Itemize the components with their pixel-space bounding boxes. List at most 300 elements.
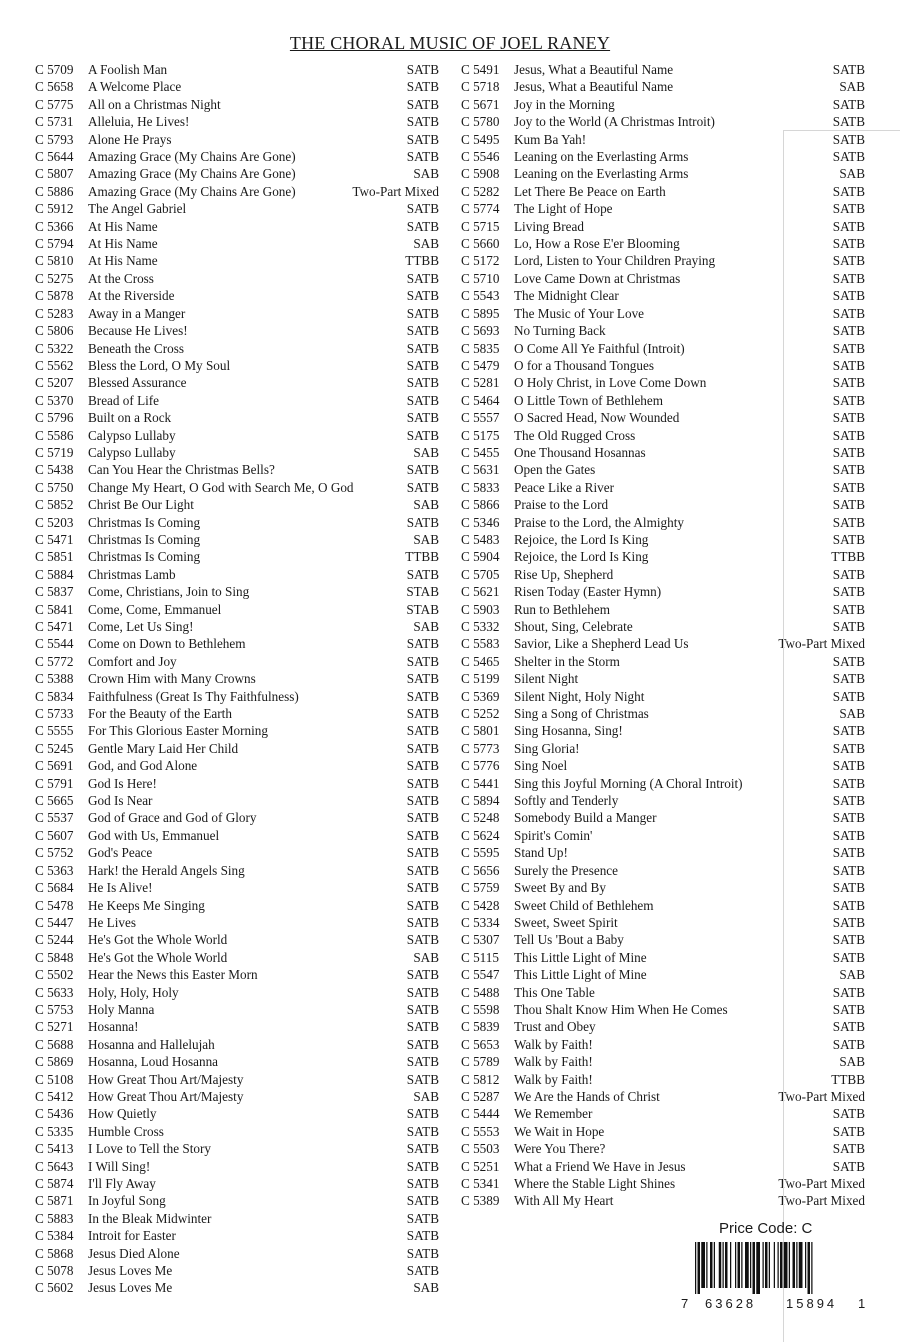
barcode-bar [778, 1242, 779, 1288]
song-title: No Turning Back [514, 323, 606, 339]
catalog-entry [35, 635, 439, 652]
voicing: SATB [406, 1263, 439, 1279]
catalog-number: C 5633 [35, 984, 74, 1000]
song-title: Let There Be Peace on Earth [514, 183, 666, 199]
song-title: The Old Rugged Cross [514, 427, 636, 443]
barcode-digit-right: 1 [858, 1296, 866, 1311]
song-title: How Quietly [88, 1106, 157, 1122]
catalog-number: C 5602 [35, 1280, 74, 1296]
song-title: At the Riverside [88, 288, 175, 304]
voicing: SATB [832, 862, 865, 878]
catalog-number: C 5750 [35, 479, 74, 495]
catalog-entry [35, 931, 439, 948]
catalog-number: C 5903 [461, 601, 500, 617]
voicing: SATB [406, 862, 439, 878]
voicing: SAB [413, 949, 439, 965]
voicing: SATB [832, 1141, 865, 1157]
voicing: SATB [832, 479, 865, 495]
song-title: Rejoice, the Lord Is King [514, 549, 649, 565]
song-title: Softly and Tenderly [514, 793, 619, 809]
song-title: O for a Thousand Tongues [514, 357, 654, 373]
voicing: SATB [406, 984, 439, 1000]
catalog-number: C 5332 [461, 619, 500, 634]
voicing: SAB [413, 1088, 439, 1104]
voicing: SATB [832, 914, 865, 930]
song-title: Gentle Mary Laid Her Child [88, 740, 239, 756]
voicing: SATB [832, 149, 865, 165]
catalog-number: C 5631 [461, 462, 500, 478]
voicing: SATB [406, 340, 439, 356]
voicing: SATB [832, 897, 865, 913]
catalog-number: C 5658 [35, 79, 74, 95]
barcode-bar [784, 1242, 788, 1288]
catalog-entry [461, 287, 865, 304]
catalog-number: C 5794 [35, 236, 74, 252]
voicing: SATB [406, 96, 439, 112]
song-title: Sweet Child of Bethlehem [514, 897, 654, 913]
catalog-number: C 5108 [35, 1071, 74, 1087]
song-title: Come, Come, Emmanuel [88, 601, 222, 617]
catalog-entry [461, 1071, 865, 1088]
catalog-number: C 5912 [35, 201, 74, 217]
barcode-group-2: 15894 [786, 1296, 838, 1311]
voicing: Two-Part Mixed [352, 183, 439, 199]
song-title: Somebody Build a Manger [514, 810, 657, 826]
catalog-number: C 5547 [461, 967, 500, 983]
catalog-number: C 5502 [35, 967, 74, 983]
voicing: SATB [832, 671, 865, 687]
catalog-number: C 5428 [461, 897, 500, 913]
song-title: For the Beauty of the Earth [88, 706, 232, 722]
catalog-entry [461, 1158, 865, 1175]
catalog-number: C 5866 [461, 497, 500, 513]
barcode-bar [714, 1242, 715, 1288]
catalog-number: C 5715 [461, 218, 500, 234]
catalog-number: C 5557 [461, 410, 500, 426]
catalog-entry [35, 618, 439, 635]
catalog-entry [35, 305, 439, 322]
catalog-number: C 5791 [35, 775, 74, 791]
catalog-number: C 5759 [461, 880, 500, 896]
catalog-number: C 5852 [35, 497, 74, 513]
voicing: SATB [832, 323, 865, 339]
barcode-bar [793, 1242, 796, 1288]
voicing: SATB [832, 688, 865, 704]
voicing: SATB [406, 1123, 439, 1139]
voicing: SAB [413, 619, 439, 634]
catalog-entry [461, 1123, 865, 1140]
catalog-number: C 5248 [461, 810, 500, 826]
catalog-number: C 5441 [461, 775, 500, 791]
catalog-entry [461, 740, 865, 757]
song-title: Love Came Down at Christmas [514, 270, 681, 286]
song-title: How Great Thou Art/Majesty [88, 1071, 244, 1087]
catalog-number: C 5275 [35, 270, 74, 286]
barcode-bar [756, 1242, 760, 1294]
catalog-entry [461, 252, 865, 269]
voicing: SATB [832, 375, 865, 391]
barcode-bar [811, 1242, 812, 1294]
voicing: SATB [832, 740, 865, 756]
catalog-number: C 5801 [461, 723, 500, 739]
catalog-number: C 5203 [35, 514, 74, 530]
song-title: God, and God Alone [88, 758, 198, 774]
catalog-number: C 5115 [461, 949, 499, 965]
catalog-number: C 5839 [461, 1019, 500, 1035]
barcode-bar [805, 1242, 806, 1288]
barcode-bar [765, 1242, 768, 1288]
catalog-entry [461, 879, 865, 896]
voicing: SATB [832, 183, 865, 199]
catalog-number: C 5078 [35, 1263, 74, 1279]
catalog-number: C 5322 [35, 340, 74, 356]
catalog-entry [461, 270, 865, 287]
barcode-bar [799, 1242, 803, 1288]
barcode-bar [725, 1242, 728, 1288]
catalog-number: C 5868 [35, 1245, 74, 1261]
catalog-entry [35, 566, 439, 583]
song-title: Alone He Prays [88, 131, 172, 147]
song-title: Holy Manna [88, 1001, 155, 1017]
catalog-entry [35, 61, 439, 78]
catalog-number: C 5841 [35, 601, 74, 617]
song-title: A Foolish Man [88, 62, 168, 77]
barcode-bar [753, 1242, 756, 1294]
song-title: Shelter in the Storm [514, 653, 620, 669]
catalog-number: C 5363 [35, 862, 74, 878]
catalog-entry [35, 722, 439, 739]
catalog-entry [461, 601, 865, 618]
catalog-entry [35, 131, 439, 148]
catalog-number: C 5835 [461, 340, 500, 356]
catalog-number: C 5447 [35, 914, 74, 930]
song-title: He Lives [88, 914, 136, 930]
catalog-entry [461, 635, 865, 652]
voicing: SATB [406, 845, 439, 861]
catalog-number: C 5252 [461, 706, 500, 722]
catalog-number: C 5546 [461, 149, 500, 165]
song-title: The Angel Gabriel [88, 201, 187, 217]
catalog-number: C 5366 [35, 218, 74, 234]
catalog-number: C 5660 [461, 236, 500, 252]
catalog-number: C 5465 [461, 653, 500, 669]
catalog-entry [35, 1175, 439, 1192]
song-title: With All My Heart [514, 1193, 614, 1209]
song-title: Come, Let Us Sing! [88, 619, 194, 634]
catalog-number: C 5807 [35, 166, 74, 182]
song-title: Built on a Rock [88, 410, 172, 426]
song-title: Jesus Loves Me [88, 1280, 173, 1296]
voicing: SATB [406, 149, 439, 165]
catalog-entry [35, 357, 439, 374]
catalog-entry [35, 792, 439, 809]
voicing: SATB [832, 497, 865, 513]
catalog-number: C 5644 [35, 149, 74, 165]
barcode-bar [769, 1242, 770, 1288]
catalog-entry [35, 966, 439, 983]
voicing: SATB [406, 671, 439, 687]
catalog-number: C 5438 [35, 462, 74, 478]
catalog-entry [461, 374, 865, 391]
voicing: SATB [832, 96, 865, 112]
barcode-bar [774, 1242, 775, 1288]
catalog-entry [35, 827, 439, 844]
catalog-entry [461, 984, 865, 1001]
song-title: Sweet By and By [514, 880, 606, 896]
song-title: Come, Christians, Join to Sing [88, 584, 250, 600]
catalog-number: C 5753 [35, 1001, 74, 1017]
catalog-entry [35, 287, 439, 304]
song-title: Jesus Died Alone [88, 1245, 180, 1261]
catalog-number: C 5307 [461, 932, 500, 948]
voicing: SATB [832, 845, 865, 861]
catalog-number: C 5537 [35, 810, 74, 826]
voicing: SATB [832, 270, 865, 286]
voicing: SATB [406, 706, 439, 722]
song-title: Sing Noel [514, 758, 568, 774]
song-title: For This Glorious Easter Morning [88, 723, 268, 739]
voicing: SAB [413, 497, 439, 513]
voicing: SATB [406, 131, 439, 147]
song-title: Silent Night [514, 671, 579, 687]
catalog-entry [461, 235, 865, 252]
voicing: SATB [406, 810, 439, 826]
song-title: Shout, Sing, Celebrate [514, 619, 633, 634]
catalog-entry [35, 252, 439, 269]
catalog-number: C 5281 [461, 375, 500, 391]
voicing: SATB [406, 793, 439, 809]
catalog-number: C 5780 [461, 114, 500, 130]
voicing: SATB [406, 1071, 439, 1087]
catalog-number: C 5282 [461, 183, 500, 199]
catalog-entry [461, 322, 865, 339]
catalog-number: C 5436 [35, 1106, 74, 1122]
catalog-number: C 5455 [461, 444, 500, 460]
barcode-bar [735, 1242, 736, 1288]
voicing: SATB [832, 288, 865, 304]
voicing: TTBB [831, 549, 865, 565]
barcode-image [693, 1242, 863, 1294]
song-title: He Keeps Me Singing [88, 897, 205, 913]
song-title: At the Cross [88, 270, 154, 286]
song-title: I Love to Tell the Story [88, 1141, 211, 1157]
catalog-column-right [461, 61, 865, 1210]
voicing: SATB [406, 270, 439, 286]
song-title: At His Name [88, 218, 158, 234]
catalog-column-left [35, 61, 439, 1297]
voicing: SAB [839, 166, 865, 182]
barcode-bar [750, 1242, 751, 1288]
catalog-entry [35, 1245, 439, 1262]
catalog-entry [461, 1140, 865, 1157]
voicing: SATB [406, 323, 439, 339]
voicing: SATB [406, 392, 439, 408]
song-title: Humble Cross [88, 1123, 164, 1139]
song-title: Lord, Listen to Your Children Praying [514, 253, 716, 269]
voicing: SATB [832, 827, 865, 843]
voicing: SATB [832, 410, 865, 426]
song-title: Hosanna! [88, 1019, 139, 1035]
voicing: SATB [406, 688, 439, 704]
voicing: SATB [406, 653, 439, 669]
voicing: SATB [406, 62, 439, 77]
catalog-entry [35, 688, 439, 705]
cut-line-vertical [783, 130, 784, 1342]
catalog-entry [461, 705, 865, 722]
catalog-entry [461, 809, 865, 826]
song-title: Spirit's Comin' [514, 827, 593, 843]
catalog-number: C 5245 [35, 740, 74, 756]
voicing: SAB [839, 967, 865, 983]
catalog-entry [35, 897, 439, 914]
catalog-entry [35, 1071, 439, 1088]
song-title: Where the Stable Light Shines [514, 1176, 676, 1191]
catalog-number: C 5796 [35, 410, 74, 426]
barcode-bar [730, 1242, 731, 1288]
voicing: SATB [832, 114, 865, 130]
catalog-entry [35, 1227, 439, 1244]
song-title: How Great Thou Art/Majesty [88, 1088, 244, 1104]
barcode-bar [698, 1242, 701, 1294]
song-title: Sweet, Sweet Spirit [514, 914, 618, 930]
song-title: Calypso Lullaby [88, 427, 176, 443]
voicing: SATB [406, 79, 439, 95]
voicing: SATB [832, 236, 865, 252]
song-title: Surely the Presence [514, 862, 618, 878]
voicing: SATB [406, 1158, 439, 1174]
voicing: Two-Part Mixed [778, 636, 865, 652]
song-title: Hosanna and Hallelujah [88, 1036, 215, 1052]
catalog-number: C 5595 [461, 845, 500, 861]
catalog-number: C 5894 [461, 793, 500, 809]
song-title: Praise to the Lord [514, 497, 609, 513]
voicing: SATB [832, 880, 865, 896]
voicing: SATB [832, 1158, 865, 1174]
song-title: Praise to the Lord, the Almighty [514, 514, 684, 530]
song-title: Peace Like a River [514, 479, 614, 495]
voicing: SATB [832, 793, 865, 809]
catalog-entry [461, 514, 865, 531]
catalog-number: C 5555 [35, 723, 74, 739]
catalog-entry [461, 949, 865, 966]
catalog-entry [35, 1158, 439, 1175]
catalog-number: C 5731 [35, 114, 74, 130]
catalog-entry [461, 688, 865, 705]
catalog-entry [461, 792, 865, 809]
song-title: Walk by Faith! [514, 1036, 593, 1052]
catalog-entry [461, 200, 865, 217]
catalog-number: C 5607 [35, 827, 74, 843]
song-title: The Music of Your Love [514, 305, 645, 321]
song-title: Change My Heart, O God with Search Me, O God [88, 479, 354, 495]
catalog-entry [35, 670, 439, 687]
catalog-number: C 5837 [35, 584, 74, 600]
catalog-number: C 5693 [461, 323, 500, 339]
catalog-number: C 5598 [461, 1001, 500, 1017]
barcode-bar [706, 1242, 707, 1288]
catalog-number: C 5483 [461, 531, 500, 547]
catalog-entry [35, 392, 439, 409]
catalog-entry [461, 427, 865, 444]
catalog-entry [461, 931, 865, 948]
catalog-number: C 5335 [35, 1123, 74, 1139]
barcode-bar [738, 1242, 741, 1288]
catalog-entry [461, 966, 865, 983]
catalog-entry [35, 270, 439, 287]
voicing: SATB [406, 479, 439, 495]
catalog-entry [35, 548, 439, 565]
voicing: SATB [832, 723, 865, 739]
catalog-number: C 5346 [461, 514, 500, 530]
catalog-entry [35, 1105, 439, 1122]
song-title: A Welcome Place [88, 79, 182, 95]
song-title: Faithfulness (Great Is Thy Faithfulness) [88, 688, 299, 704]
catalog-entry [35, 949, 439, 966]
voicing: SATB [832, 601, 865, 617]
voicing: TTBB [405, 549, 439, 565]
song-title: Walk by Faith! [514, 1054, 593, 1070]
song-title: Amazing Grace (My Chains Are Gone) [88, 166, 296, 182]
catalog-entry [35, 1140, 439, 1157]
voicing: SATB [406, 1245, 439, 1261]
catalog-entry [461, 392, 865, 409]
catalog-entry [461, 1192, 865, 1209]
catalog-entry [35, 914, 439, 931]
voicing: SATB [832, 758, 865, 774]
song-title: Christ Be Our Light [88, 497, 194, 513]
catalog-entry [35, 340, 439, 357]
song-title: Leaning on the Everlasting Arms [514, 149, 689, 165]
voicing: TTBB [405, 253, 439, 269]
song-title: God Is Here! [88, 775, 157, 791]
catalog-number: C 5207 [35, 375, 74, 391]
song-title: He's Got the Whole World [88, 932, 228, 948]
voicing: SATB [832, 305, 865, 321]
song-title: Crown Him with Many Crowns [88, 671, 256, 687]
barcode-bar [723, 1242, 724, 1288]
catalog-number: C 5776 [461, 758, 500, 774]
catalog-entry [35, 740, 439, 757]
song-title: Jesus Loves Me [88, 1263, 173, 1279]
catalog-number: C 5341 [461, 1176, 500, 1191]
catalog-entry [35, 200, 439, 217]
voicing: SATB [406, 740, 439, 756]
catalog-entry [35, 409, 439, 426]
song-title: At His Name [88, 253, 158, 269]
barcode-group-1: 63628 [705, 1296, 757, 1311]
song-title: This One Table [514, 984, 595, 1000]
voicing: SATB [832, 1123, 865, 1139]
catalog-entry [461, 357, 865, 374]
catalog-entry [35, 514, 439, 531]
song-title: We Wait in Hope [514, 1123, 605, 1139]
catalog-entry [35, 601, 439, 618]
song-title: Savior, Like a Shepherd Lead Us [514, 636, 689, 652]
barcode-bar [763, 1242, 764, 1288]
song-title: O Come All Ye Faithful (Introit) [514, 340, 685, 356]
voicing: SATB [406, 1036, 439, 1052]
catalog-number: C 5772 [35, 653, 74, 669]
catalog-number: C 5562 [35, 357, 74, 373]
song-title: I Will Sing! [88, 1158, 151, 1174]
barcode-bar [719, 1242, 722, 1288]
catalog-entry [461, 479, 865, 496]
catalog-entry [461, 618, 865, 635]
catalog-number: C 5810 [35, 253, 74, 269]
voicing: SATB [832, 253, 865, 269]
catalog-entry [35, 653, 439, 670]
voicing: SATB [406, 1210, 439, 1226]
